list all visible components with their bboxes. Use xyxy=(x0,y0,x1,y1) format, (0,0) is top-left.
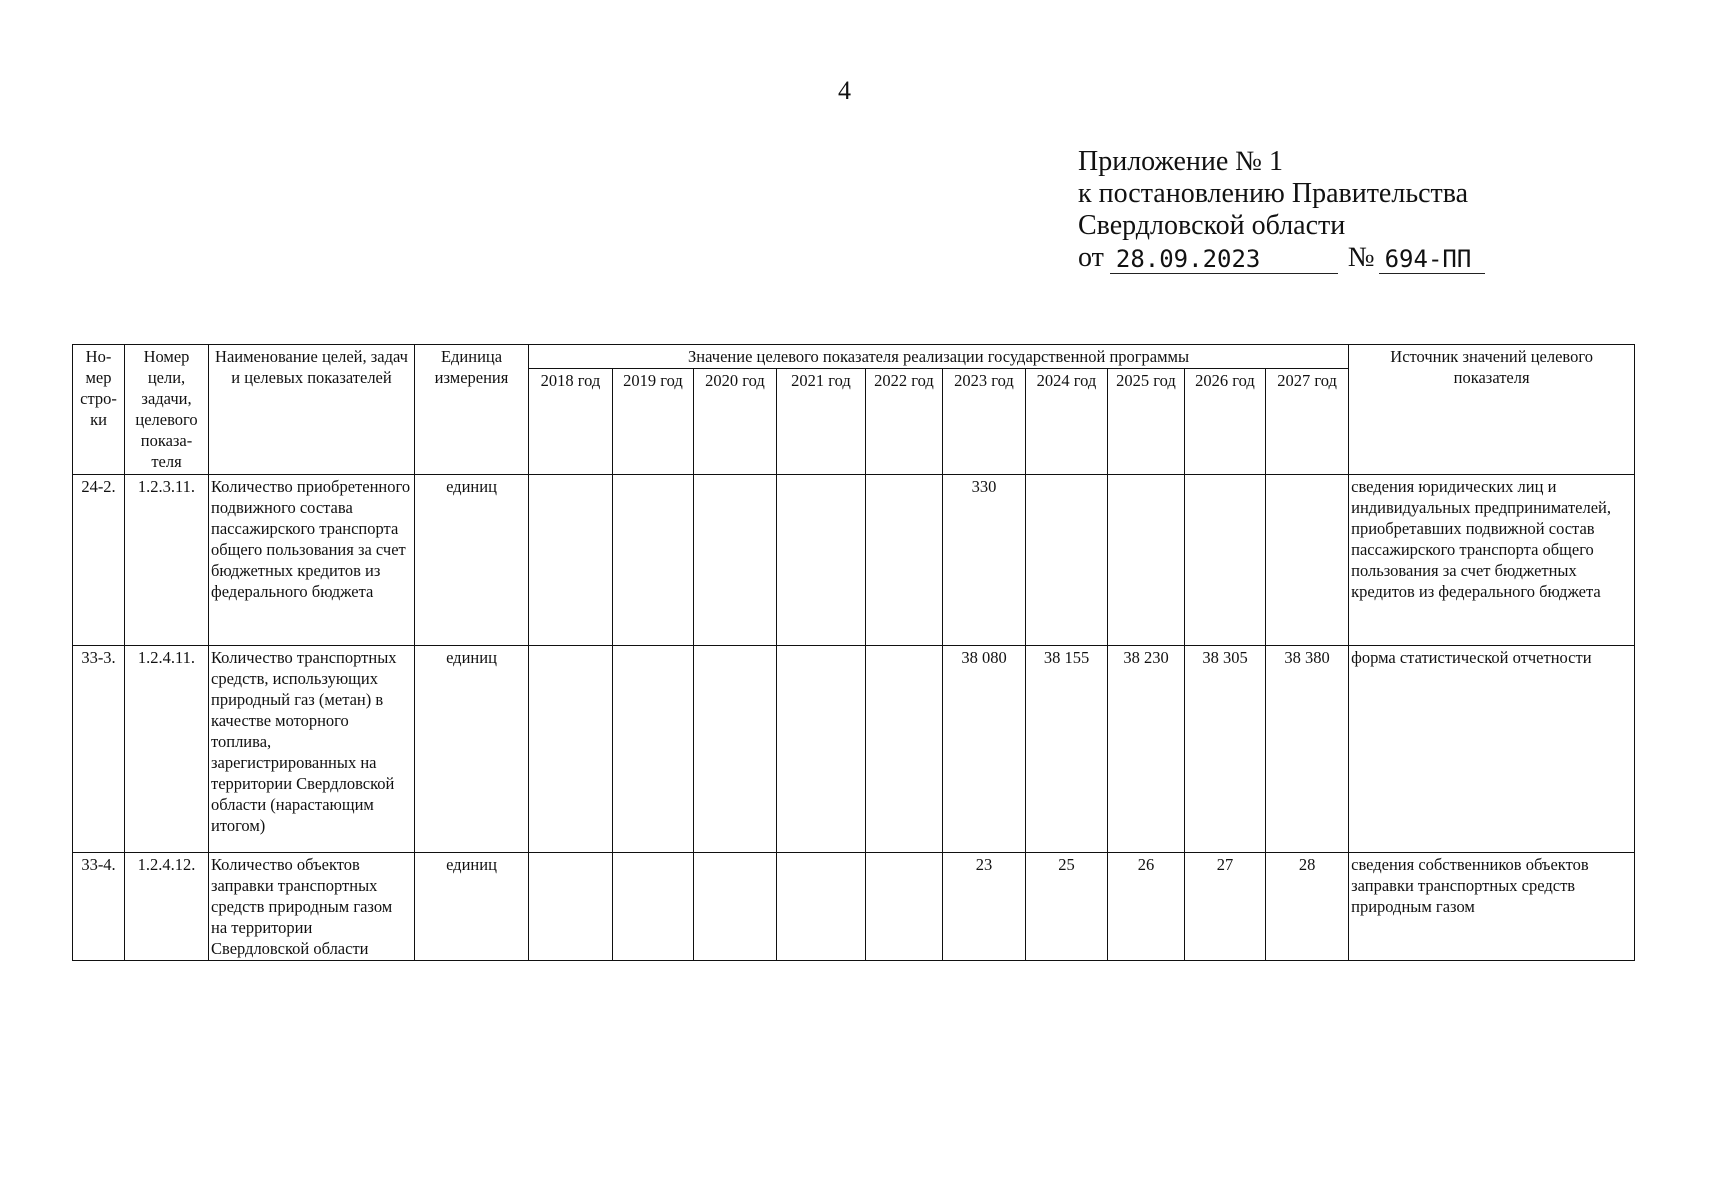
annex-line-3: Свердловской области xyxy=(1078,210,1346,241)
header-year: 2020 год xyxy=(694,369,777,475)
value-cell xyxy=(613,853,694,961)
value-cell xyxy=(694,475,777,646)
header-year: 2019 год xyxy=(613,369,694,475)
header-name: Наименование целей, задач и целевых показателей xyxy=(209,345,415,475)
header-row-num: Но-мер стро-ки xyxy=(73,345,125,475)
header-row-1 xyxy=(73,345,1635,369)
header-goal-num: Номер цели, задачи, целевого показа-теля xyxy=(125,345,209,475)
source-cell: сведения юридических лиц и индивидуальных предпринимателей, приобретавших подвижной состав пассажирского транспорта общего пользования за счет бюджетных кредитов из федерального бюджета xyxy=(1349,475,1635,646)
header-year: 2026 год xyxy=(1185,369,1266,475)
value-cell: 26 xyxy=(1108,853,1185,961)
value-cell: 330 xyxy=(943,475,1026,646)
value-cell xyxy=(529,646,613,853)
header-year: 2018 год xyxy=(529,369,613,475)
header-year: 2022 год xyxy=(866,369,943,475)
value-cell xyxy=(866,646,943,853)
value-cell: 38 380 xyxy=(1266,646,1349,853)
decree-number: 694-ПП xyxy=(1379,245,1485,274)
value-cell xyxy=(1026,475,1108,646)
value-cell: 38 230 xyxy=(1108,646,1185,853)
header-year: 2024 год xyxy=(1026,369,1108,475)
source-cell: сведения собственников объектов заправки транспортных средств природным газом xyxy=(1349,853,1635,961)
row-number: 33-3. xyxy=(73,646,125,853)
value-cell: 38 305 xyxy=(1185,646,1266,853)
value-cell: 27 xyxy=(1185,853,1266,961)
from-label: от xyxy=(1078,242,1104,273)
value-cell: 38 155 xyxy=(1026,646,1108,853)
row-number: 33-4. xyxy=(73,853,125,961)
row-number: 24-2. xyxy=(73,475,125,646)
unit-cell: единиц xyxy=(415,475,529,646)
value-cell xyxy=(613,475,694,646)
header-values-group: Значение целевого показателя реализации государственной программы xyxy=(529,345,1349,369)
value-cell xyxy=(777,646,866,853)
value-cell: 23 xyxy=(943,853,1026,961)
table-row xyxy=(73,646,1635,853)
header-unit: Единица измерения xyxy=(415,345,529,475)
value-cell xyxy=(694,853,777,961)
indicator-name: Количество приобретенного подвижного состава пассажирского транспорта общего пользования за счет бюджетных кредитов из федерального бюджета xyxy=(209,475,415,646)
value-cell xyxy=(613,646,694,853)
goal-number: 1.2.4.12. xyxy=(125,853,209,961)
annex-line-2: к постановлению Правительства xyxy=(1078,178,1469,209)
annex-block xyxy=(1078,146,1485,274)
table-row xyxy=(73,853,1635,961)
indicator-name: Количество объектов заправки транспортных средств природным газом на территории Свердловской области xyxy=(209,853,415,961)
annex-title: Приложение № 1 xyxy=(1078,146,1283,177)
source-cell: форма статистической отчетности xyxy=(1349,646,1635,853)
value-cell: 25 xyxy=(1026,853,1108,961)
header-year: 2027 год xyxy=(1266,369,1349,475)
value-cell xyxy=(1266,475,1349,646)
indicator-name: Количество транспортных средств, использующих природный газ (метан) в качестве моторного топлива, зарегистрированных на территории Свердловской области (нарастающим итогом) xyxy=(209,646,415,853)
page-number: 4 xyxy=(838,76,851,105)
value-cell xyxy=(529,853,613,961)
header-source: Источник значений целевого показателя xyxy=(1349,345,1635,475)
header-year: 2025 год xyxy=(1108,369,1185,475)
header-year: 2023 год xyxy=(943,369,1026,475)
decree-date: 28.09.2023 xyxy=(1110,245,1338,274)
value-cell: 28 xyxy=(1266,853,1349,961)
goal-number: 1.2.4.11. xyxy=(125,646,209,853)
value-cell xyxy=(777,475,866,646)
unit-cell: единиц xyxy=(415,646,529,853)
value-cell xyxy=(1185,475,1266,646)
header-year: 2021 год xyxy=(777,369,866,475)
value-cell xyxy=(866,853,943,961)
value-cell xyxy=(529,475,613,646)
value-cell xyxy=(1108,475,1185,646)
value-cell: 38 080 xyxy=(943,646,1026,853)
table-row xyxy=(73,475,1635,646)
value-cell xyxy=(694,646,777,853)
number-label: № xyxy=(1347,242,1375,273)
indicator-table xyxy=(72,344,1635,961)
unit-cell: единиц xyxy=(415,853,529,961)
value-cell xyxy=(866,475,943,646)
annex-signature-line xyxy=(1078,242,1485,274)
value-cell xyxy=(777,853,866,961)
goal-number: 1.2.3.11. xyxy=(125,475,209,646)
